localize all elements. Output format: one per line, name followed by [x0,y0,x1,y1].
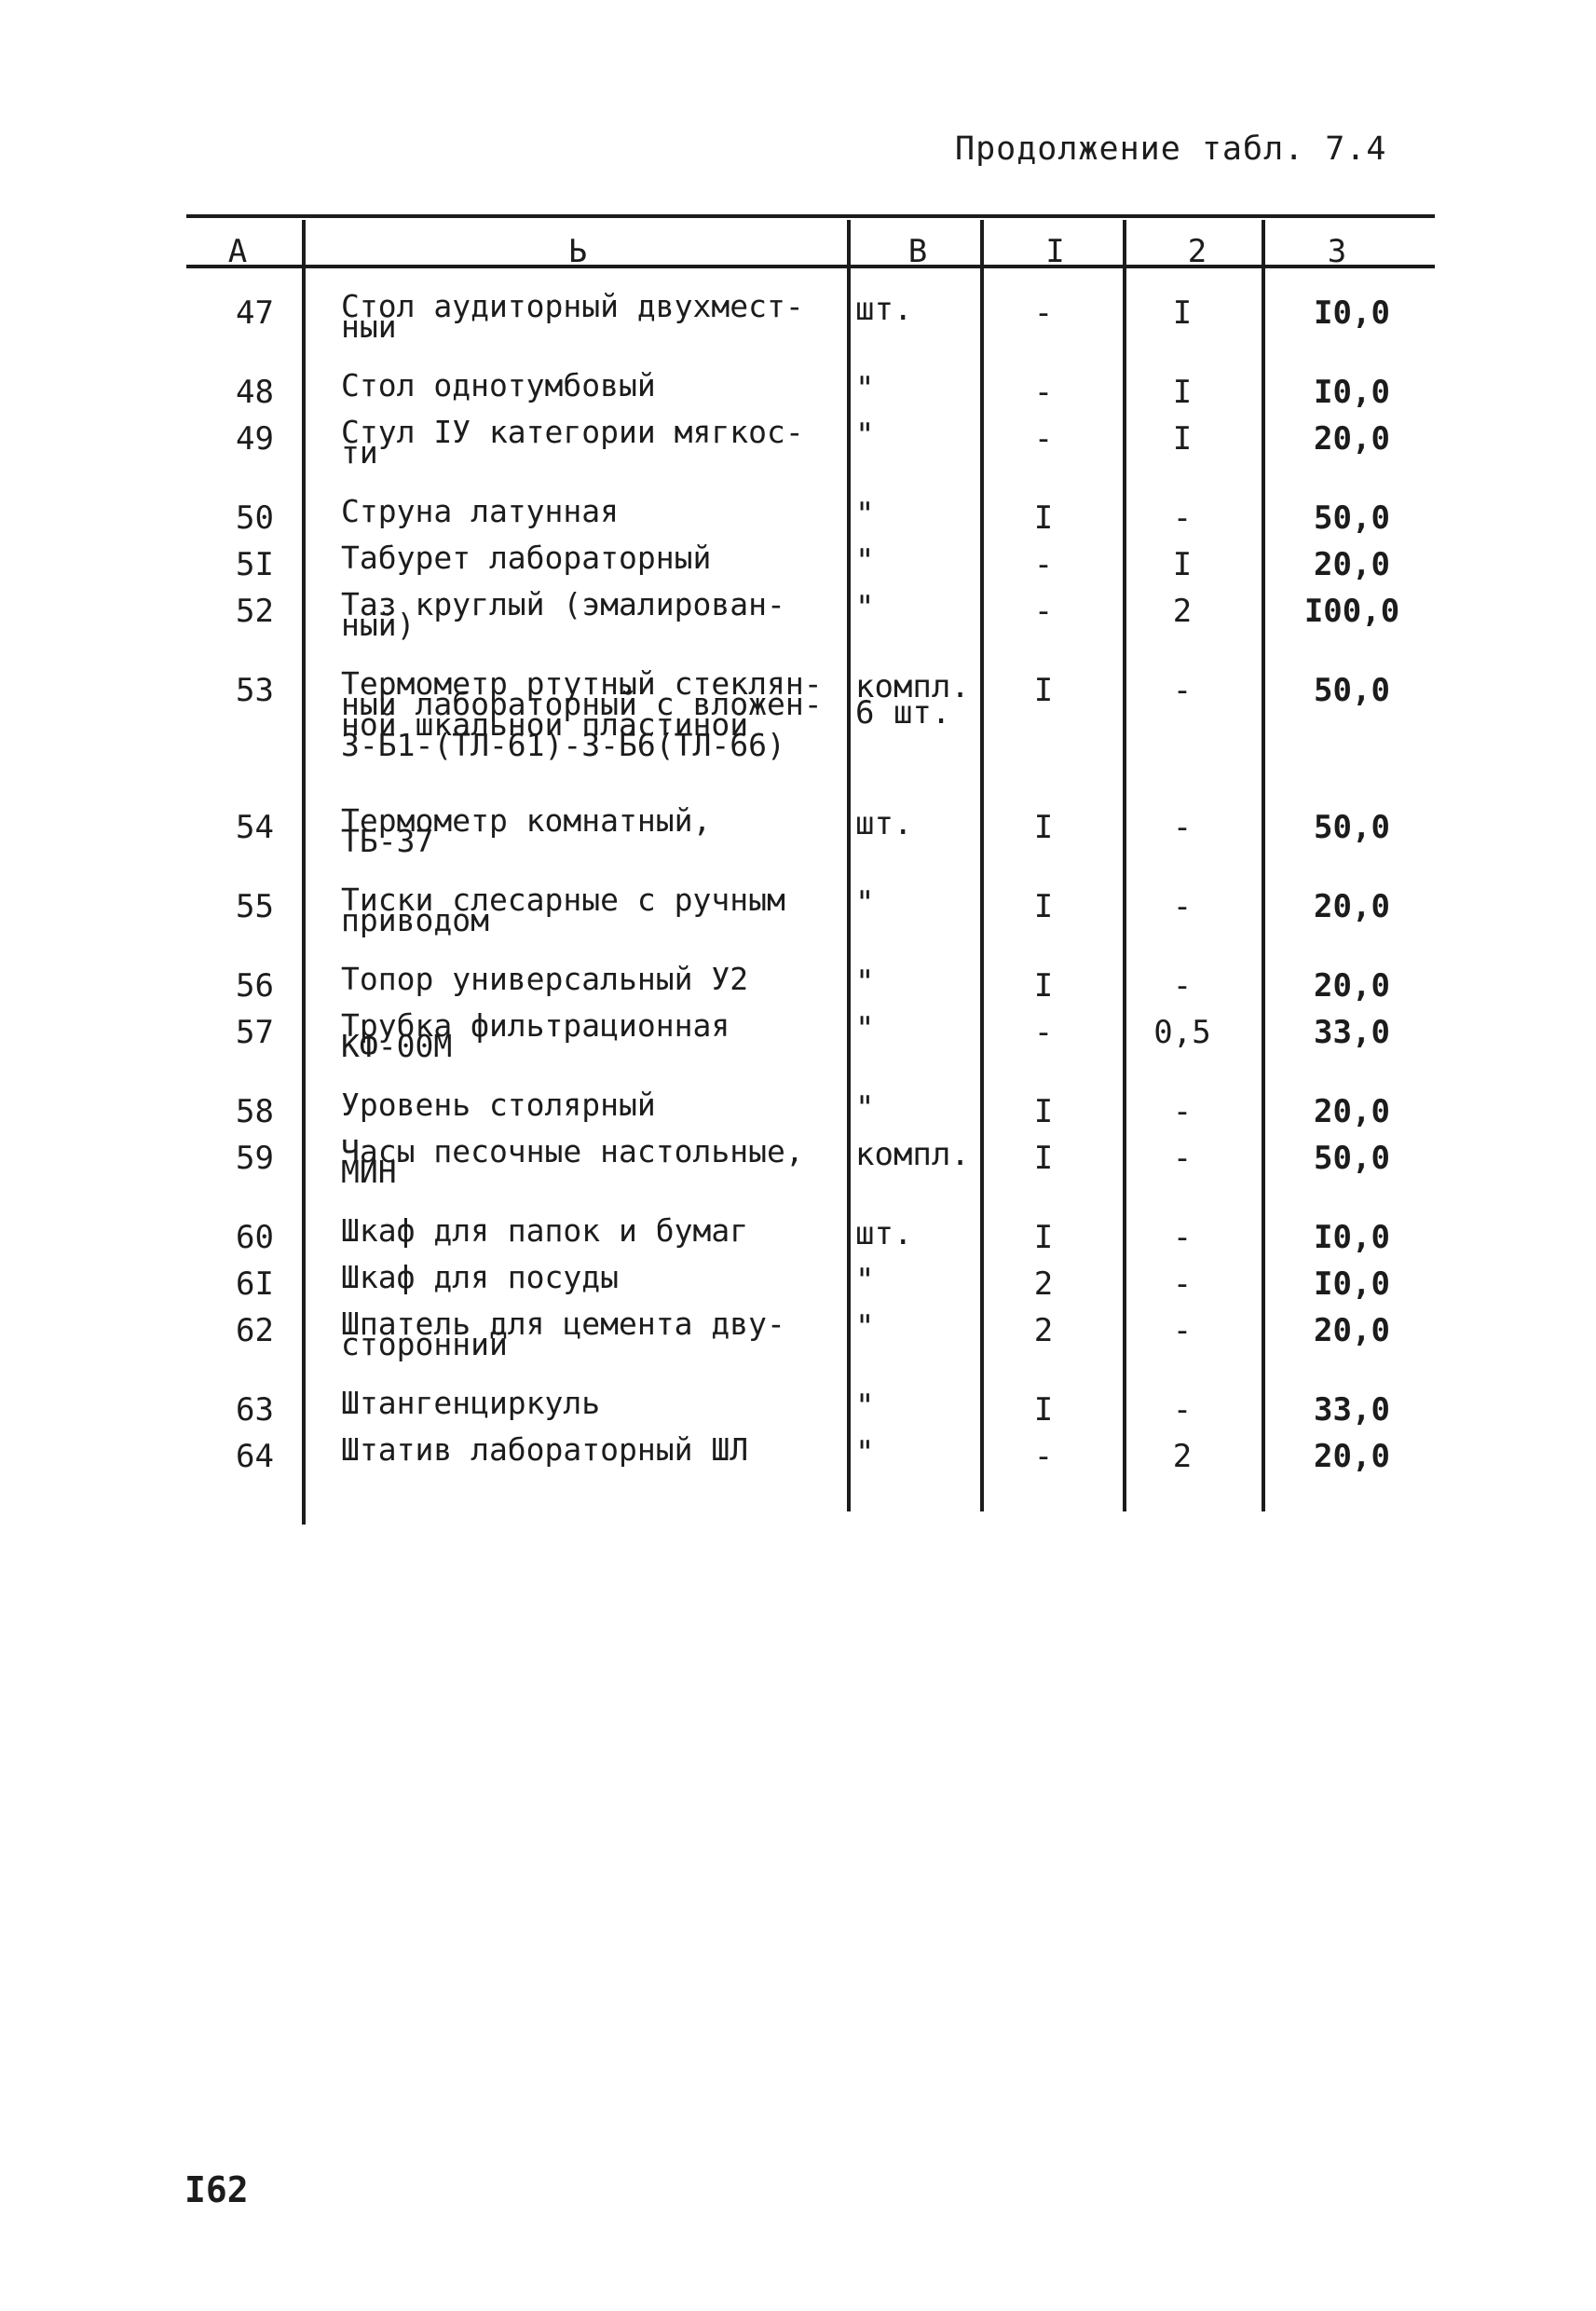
row-number: 58 [236,1093,274,1130]
header-col-c: В [907,233,928,270]
item-unit: " [855,496,875,533]
item-unit: шт. [855,291,913,328]
item-unit: " [855,1434,875,1471]
table-caption: Продолжение табл. 7.4 [955,130,1387,168]
row-number: 6I [236,1265,274,1303]
col-2-value: - [1172,888,1193,925]
col-3-value: 50,0 [1314,1140,1390,1177]
col-3-value: 20,0 [1314,1093,1390,1130]
col-2-value: - [1172,672,1193,709]
item-unit: компл. 6 шт. [855,668,970,732]
col-2-value: 0,5 [1153,1014,1211,1051]
row-number: 57 [236,1014,274,1051]
col-1-value: I [1033,499,1054,537]
col-1-value: - [1033,420,1054,458]
item-name: Трубка фильтрационная КФ-00М [341,1007,730,1064]
col-1-value: - [1033,374,1054,411]
column-divider [847,220,851,1511]
item-unit: " [855,1388,875,1425]
item-name: Часы песочные настольные, МИН [341,1133,804,1190]
col-1-value: - [1033,1438,1054,1475]
header-col-a: A [227,233,248,270]
item-unit: " [855,1308,875,1346]
col-3-value: 20,0 [1314,888,1390,925]
item-unit: " [855,370,875,407]
col-1-value: I [1033,1140,1054,1177]
col-3-value: I0,0 [1314,374,1390,411]
col-2-value: - [1172,1093,1193,1130]
table-top-rule [186,214,1435,218]
col-2-value: - [1172,1140,1193,1177]
col-3-value: 50,0 [1314,499,1390,537]
item-unit: " [855,417,875,454]
row-number: 53 [236,672,274,709]
item-name: Струна латунная [341,493,620,529]
col-1-value: - [1033,294,1054,332]
item-unit: " [855,589,875,626]
row-number: 47 [236,294,274,332]
col-2-value: - [1172,809,1193,846]
row-number: 5I [236,546,274,583]
item-unit: шт. [855,805,913,842]
col-1-value: 2 [1033,1265,1054,1303]
col-1-value: - [1033,593,1054,630]
row-number: 50 [236,499,274,537]
col-3-value: 20,0 [1314,967,1390,1005]
col-2-value: - [1172,1312,1193,1349]
page-number: I62 [184,2169,249,2210]
col-1-value: I [1033,888,1054,925]
col-1-value: I [1033,1219,1054,1256]
col-3-value: I0,0 [1314,294,1390,332]
header-col-1: I [1045,233,1065,270]
item-unit: " [855,542,875,580]
col-3-value: 20,0 [1314,1312,1390,1349]
col-2-value: 2 [1172,593,1193,630]
row-number: 52 [236,593,274,630]
item-name: Табурет лабораторный [341,540,712,576]
col-3-value: 50,0 [1314,672,1390,709]
col-3-value: 50,0 [1314,809,1390,846]
row-number: 62 [236,1312,274,1349]
item-name: Шкаф для папок и бумаг [341,1212,749,1249]
item-name: Термометр комнатный, ТБ-37 [341,802,712,859]
item-unit: шт. [855,1215,913,1252]
col-3-value: I00,0 [1303,593,1400,630]
item-name: Штатив лабораторный ШЛ [341,1431,749,1468]
row-number: 55 [236,888,274,925]
col-1-value: I [1033,967,1054,1005]
col-3-value: 33,0 [1314,1391,1390,1429]
col-3-value: 20,0 [1314,546,1390,583]
col-2-value: - [1172,967,1193,1005]
item-unit: " [855,884,875,922]
row-number: 59 [236,1140,274,1177]
item-name: Шкаф для посуды [341,1259,620,1295]
row-number: 63 [236,1391,274,1429]
row-number: 60 [236,1219,274,1256]
item-unit: компл. [855,1136,970,1173]
col-1-value: 2 [1033,1312,1054,1349]
col-1-value: I [1033,1391,1054,1429]
item-name: Термометр ртутный стеклян- ный лабораторный с вложен- ной шкальной пластиной 3-Б1-(ТЛ-61)-3-Б6(ТЛ-66) [341,665,823,763]
col-1-value: I [1033,1093,1054,1130]
item-name: Штангенциркуль [341,1385,601,1421]
column-divider [1123,220,1126,1511]
item-name: Тиски слесарные с ручным приводом [341,882,785,938]
item-name: Шпатель для цемента дву- сторонний [341,1306,785,1362]
col-2-value: - [1172,1265,1193,1303]
col-1-value: I [1033,809,1054,846]
col-3-value: I0,0 [1314,1265,1390,1303]
col-2-value: I [1172,546,1193,583]
col-2-value: I [1172,420,1193,458]
col-2-value: I [1172,294,1193,332]
col-1-value: I [1033,672,1054,709]
item-name: Стул IУ категории мягкос- ти [341,414,804,471]
row-number: 49 [236,420,274,458]
item-name: Уровень столярный [341,1087,656,1123]
row-number: 56 [236,967,274,1005]
item-name: Стол однотумбовый [341,367,656,403]
col-2-value: 2 [1172,1438,1193,1475]
item-unit: " [855,964,875,1001]
col-3-value: 20,0 [1314,1438,1390,1475]
col-2-value: - [1172,1391,1193,1429]
item-name: Таз круглый (эмалирован- ный) [341,586,785,643]
col-3-value: I0,0 [1314,1219,1390,1256]
item-name: Топор универсальный У2 [341,961,749,997]
col-2-value: - [1172,1219,1193,1256]
item-unit: " [855,1262,875,1299]
col-3-value: 33,0 [1314,1014,1390,1051]
row-number: 64 [236,1438,274,1475]
col-1-value: - [1033,546,1054,583]
header-col-3: 3 [1327,233,1347,270]
column-divider [302,220,306,1525]
col-3-value: 20,0 [1314,420,1390,458]
col-1-value: - [1033,1014,1054,1051]
row-number: 54 [236,809,274,846]
item-name: Стол аудиторный двухмест- ный [341,288,804,345]
col-2-value: I [1172,374,1193,411]
header-col-b: Ь [567,233,588,270]
item-unit: " [855,1010,875,1047]
header-col-2: 2 [1187,233,1207,270]
row-number: 48 [236,374,274,411]
col-2-value: - [1172,499,1193,537]
item-unit: " [855,1089,875,1127]
